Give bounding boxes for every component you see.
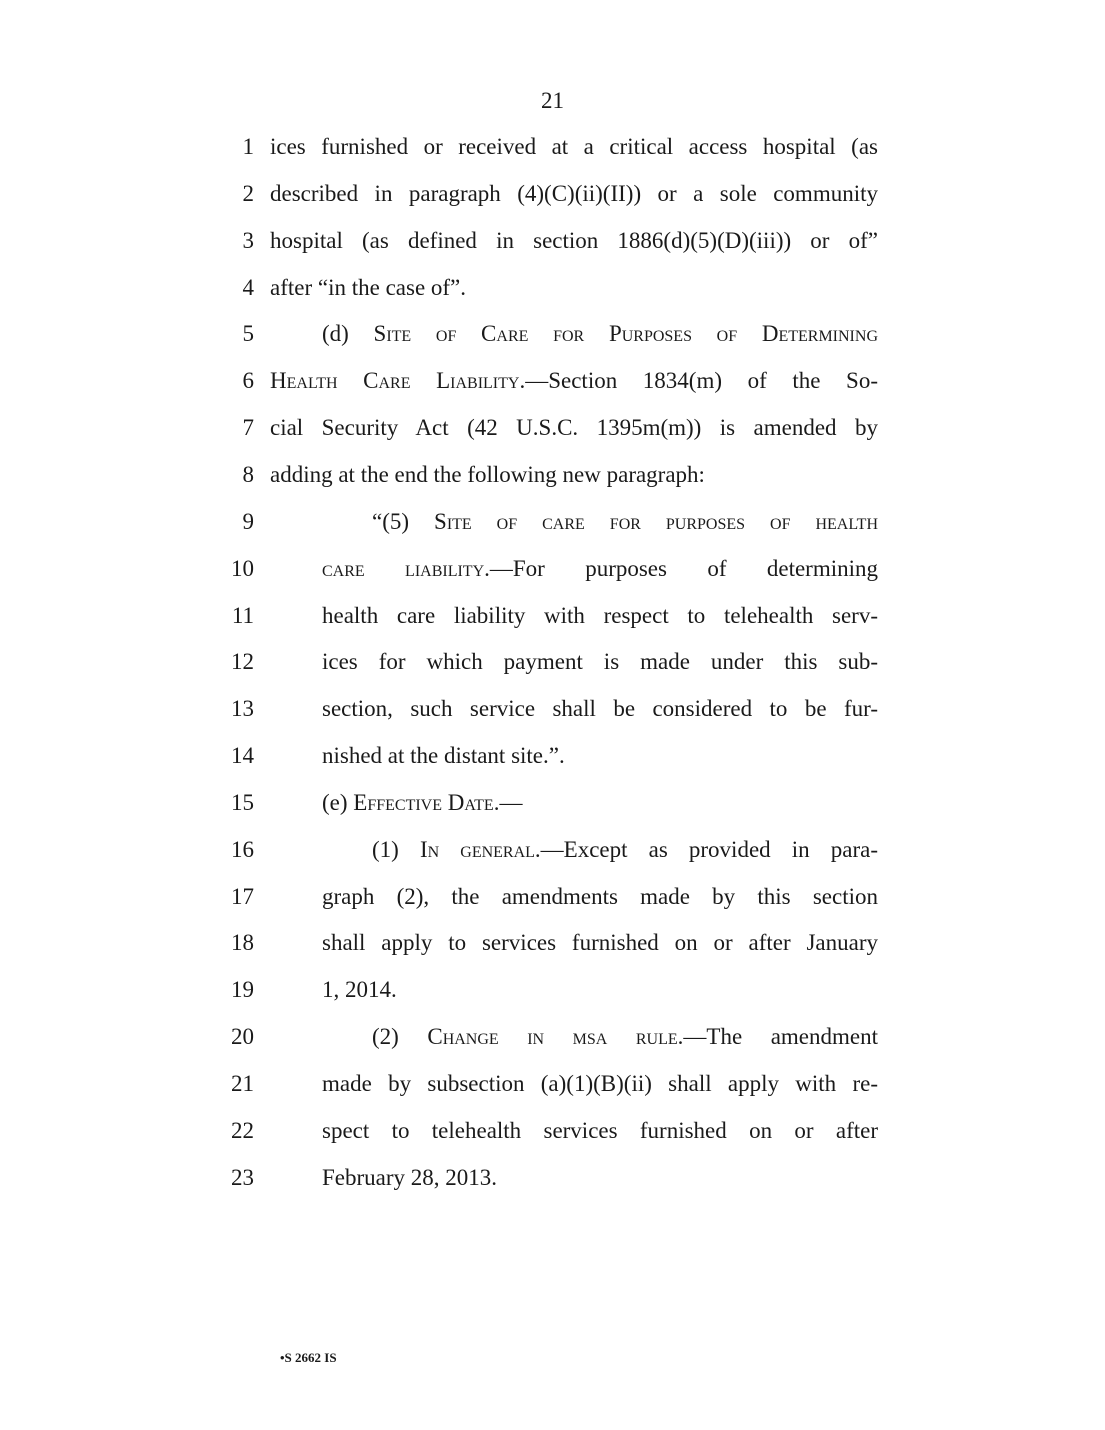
line-number: 13 [231, 696, 254, 721]
line-text [322, 692, 878, 726]
text-run: .—Except as provided in para- [534, 837, 878, 862]
text-run: .—The amendment [677, 1024, 878, 1049]
line-number: 20 [231, 1024, 254, 1049]
small-caps-heading-text: Change in msa rule [427, 1024, 678, 1049]
text-run: made by subsection (a)(1)(B)(ii) shall apply with re- [322, 1071, 878, 1096]
bill-line [0, 1020, 1105, 1054]
line-text [322, 599, 878, 633]
line-number: 3 [242, 228, 254, 253]
bill-line [0, 271, 1105, 305]
bill-line [0, 317, 1105, 351]
bill-line [0, 692, 1105, 726]
line-number: 19 [231, 977, 254, 1002]
small-caps-heading-text: Effective Date [353, 790, 494, 815]
text-run: (e) [322, 790, 354, 815]
line-number: 22 [231, 1118, 254, 1143]
text-run: described in paragraph (4)(C)(ii)(II)) or a sole community [270, 181, 878, 206]
text-run: nished at the distant site.”. [322, 743, 565, 768]
bill-line [0, 411, 1105, 445]
line-text [322, 739, 878, 773]
line-number: 7 [242, 415, 254, 440]
line-number: 23 [231, 1165, 254, 1190]
text-run: cial Security Act (42 U.S.C. 1395m(m)) is amended by [270, 415, 878, 440]
text-run: hospital (as defined in section 1886(d)(5)(D)(iii)) or of” [270, 228, 878, 253]
line-text [372, 833, 878, 867]
text-run: spect to telehealth services furnished on or after [322, 1118, 878, 1143]
line-number: 16 [231, 837, 254, 862]
line-text [270, 458, 878, 492]
line-text [270, 411, 878, 445]
line-number: 1 [242, 134, 254, 159]
line-text [372, 1020, 878, 1054]
bill-line [0, 364, 1105, 398]
bill-line [0, 926, 1105, 960]
line-number: 4 [242, 275, 254, 300]
line-text [270, 364, 878, 398]
text-run: section, such service shall be considered to be fur- [322, 696, 878, 721]
text-run: health care liability with respect to telehealth serv- [322, 603, 878, 628]
bill-line [0, 786, 1105, 820]
bill-line [0, 1161, 1105, 1195]
text-run: adding at the end the following new paragraph: [270, 462, 705, 487]
line-number: 17 [231, 884, 254, 909]
bill-line [0, 224, 1105, 258]
bill-line [0, 177, 1105, 211]
line-text [322, 1161, 878, 1195]
line-number: 15 [231, 790, 254, 815]
text-run: .—Section 1834(m) of the So- [519, 368, 878, 393]
line-text [372, 505, 878, 539]
line-text [322, 1114, 878, 1148]
bill-line [0, 1067, 1105, 1101]
line-text [322, 926, 878, 960]
text-run: (1) [372, 837, 420, 862]
bill-line [0, 1114, 1105, 1148]
text-run: ices furnished or received at a critical access hospital (as [270, 134, 878, 159]
bill-line [0, 130, 1105, 164]
line-number: 2 [242, 181, 254, 206]
line-number: 21 [231, 1071, 254, 1096]
text-run: 1, 2014. [322, 977, 397, 1002]
line-text [322, 552, 878, 586]
line-number: 10 [231, 556, 254, 581]
line-number: 18 [231, 930, 254, 955]
line-text [322, 880, 878, 914]
text-run: .—For purposes of determining [484, 556, 878, 581]
bill-line [0, 880, 1105, 914]
text-run: February 28, 2013. [322, 1165, 498, 1190]
bill-line [0, 599, 1105, 633]
text-run: ices for which payment is made under this sub- [322, 649, 878, 674]
line-text [322, 973, 878, 1007]
line-number: 5 [242, 321, 254, 346]
bill-line [0, 552, 1105, 586]
small-caps-heading-text: Health Care Liability [270, 368, 520, 393]
small-caps-heading-text: care liability [322, 556, 485, 581]
text-run: graph (2), the amendments made by this section [322, 884, 878, 909]
bill-line [0, 973, 1105, 1007]
text-run: “(5) [372, 509, 435, 534]
small-caps-heading-text: In general [419, 837, 535, 862]
text-run: after “in the case of”. [270, 275, 467, 300]
page-number: 21 [541, 88, 564, 113]
bill-line [0, 833, 1105, 867]
line-number: 8 [242, 462, 254, 487]
line-text [322, 786, 878, 820]
text-run: .— [493, 790, 523, 815]
line-number: 12 [231, 649, 254, 674]
line-number: 14 [231, 743, 254, 768]
bill-identifier-footer: •S 2662 IS [280, 1350, 337, 1365]
line-number: 9 [242, 509, 254, 534]
bill-line [0, 739, 1105, 773]
line-text [322, 645, 878, 679]
text-run: (d) [322, 321, 374, 346]
line-number: 6 [242, 368, 254, 393]
line-text [322, 317, 878, 351]
bill-line [0, 645, 1105, 679]
small-caps-heading-text: Site of Care for Purposes of Determining [373, 321, 878, 346]
line-text [270, 130, 878, 164]
text-run: shall apply to services furnished on or after January [322, 930, 878, 955]
line-number: 11 [231, 603, 254, 628]
line-text [270, 224, 878, 258]
line-text [322, 1067, 878, 1101]
bill-line [0, 505, 1105, 539]
text-run: (2) [372, 1024, 428, 1049]
line-text [270, 177, 878, 211]
bill-line [0, 458, 1105, 492]
line-text [270, 271, 878, 305]
small-caps-heading-text: Site of care for purposes of health [434, 509, 878, 534]
